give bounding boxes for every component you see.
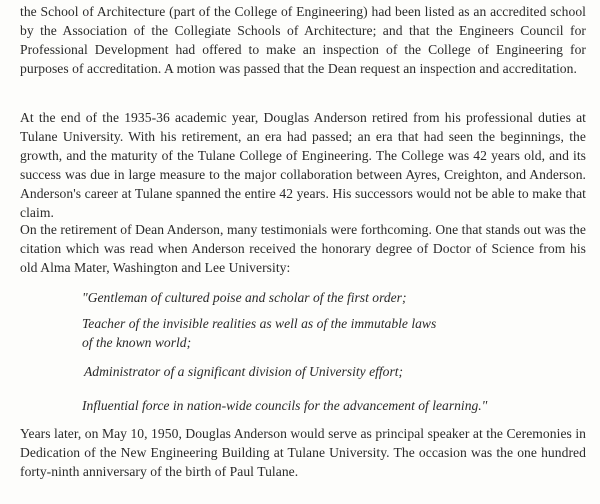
paragraph-accreditation: the School of Architecture (part of the College of Engineering) had been listed as an accredited school by the Association of the Collegiate Schools of Architecture; and that the Engineers Council for Professional Development had offered to make an inspection of the College of Engineering for purposes of accreditation. A motion was passed that the Dean request an inspection and accreditation. [20, 4, 586, 76]
paragraph-testimonials: On the retirement of Dean Anderson, many testimonials were forthcoming. One that stands out was the citation which was read when Anderson received the honorary degree of Doctor of Science from his old Alma Mater, Washington and Lee University: [20, 222, 586, 275]
citation-line-gentleman: "Gentleman of cultured poise and scholar of the first order; [82, 290, 407, 305]
citation-line-teacher: Teacher of the invisible realities as well as of the immutable laws of the known world; [82, 316, 437, 350]
citation-line-administrator: Administrator of a significant division of University effort; [84, 364, 404, 379]
citation-line-influential: Influential force in nation-wide councils for the advancement of learning." [82, 398, 488, 413]
paragraph-retirement: At the end of the 1935-36 academic year, Douglas Anderson retired from his professional duties at Tulane University. With his retirement, an era had passed; an era that had seen the beginnings, the growth, and the maturity of the Tulane College of Engineering. The College was 42 years old, and its success was due in large measure to the major collaboration between Ayres, Creighton, and Anderson. Anderson's career at Tulane spanned the entire 42 years. His successors would not be able to make that claim. [20, 110, 586, 220]
paragraph-dedication: Years later, on May 10, 1950, Douglas Anderson would serve as principal speaker at the Ceremonies in Dedication of the New Engineering Building at Tulane University. The occasion was the one hundred forty-ninth anniversary of the birth of Paul Tulane. [20, 426, 586, 479]
